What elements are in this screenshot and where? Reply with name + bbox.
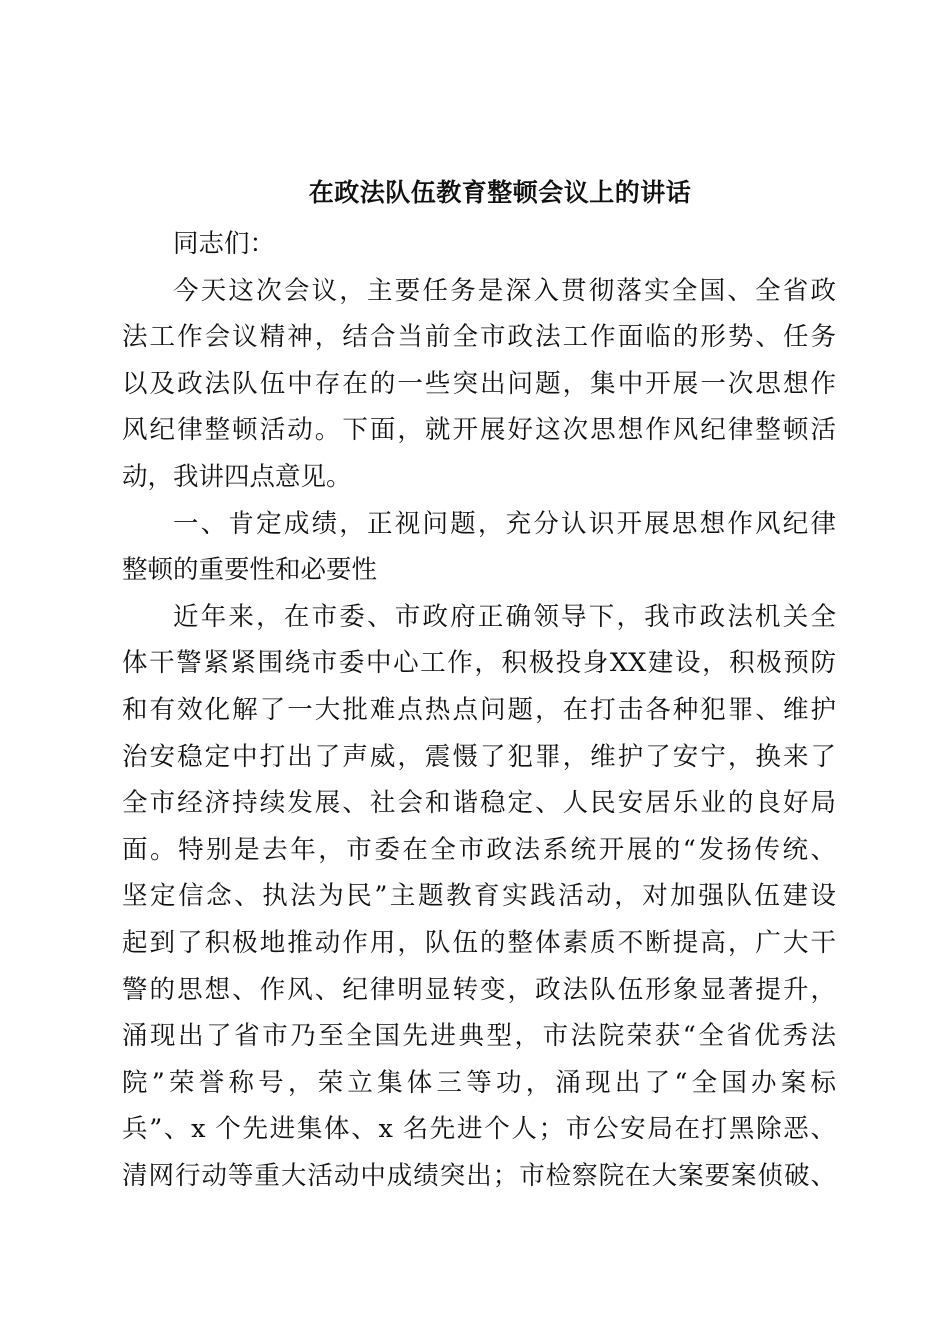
- paragraph-line: 院”荣誉称号，荣立集体三等功，涌现出了“全国办案标: [122, 1067, 836, 1098]
- paragraph-line: 近年来，在市委、市政府正确领导下，我市政法机关全: [173, 601, 836, 632]
- greeting: 同志们：: [173, 229, 276, 259]
- paragraph-line: 涌现出了省市乃至全国先进典型，市法院荣获“全省优秀法: [122, 1021, 836, 1052]
- paragraph-line: 面。特别是去年，市委在全市政法系统开展的“发扬传统、: [122, 834, 836, 865]
- paragraph-line: 以及政法队伍中存在的一些突出问题，集中开展一次思想作: [122, 368, 836, 399]
- paragraph-line: 坚定信念、执法为民”主题教育实践活动，对加强队伍建设: [122, 881, 836, 912]
- paragraph-line: 体干警紧紧围绕市委中心工作，积极投身XX建设，积极预防: [122, 648, 836, 679]
- heading-line: 一、肯定成绩，正视问题，充分认识开展思想作风纪律: [173, 508, 836, 539]
- paragraph-2: [122, 594, 836, 1200]
- paragraph-line: 风纪律整顿活动。下面，就开展好这次思想作风纪律整顿活: [122, 415, 836, 446]
- paragraph-line: 清网行动等重大活动中成绩突出；市检察院在大案要案侦破、: [122, 1160, 836, 1191]
- paragraph-line: 法工作会议精神，结合当前全市政法工作面临的形势、任务: [122, 322, 836, 353]
- section-heading-1: [122, 501, 836, 594]
- paragraph-line: 今天这次会议，主要任务是深入贯彻落实全国、全省政: [173, 275, 836, 306]
- document-body: [122, 221, 836, 1199]
- paragraph-line: 动，我讲四点意见。: [122, 461, 352, 492]
- document-title: 在政法队伍教育整顿会议上的讲话: [308, 178, 692, 207]
- paragraph-line: 警的思想、作风、纪律明显转变，政法队伍形象显著提升，: [122, 974, 836, 1005]
- paragraph-line: 和有效化解了一大批难点热点问题，在打击各种犯罪、维护: [122, 694, 836, 725]
- paragraph-line: 兵”、x 个先进集体、x 名先进个人；市公安局在打黑除恶、: [122, 1114, 836, 1145]
- paragraph-line: 全市经济持续发展、社会和谐稳定、人民安居乐业的良好局: [122, 788, 836, 819]
- paragraph-line: 起到了积极地推动作用，队伍的整体素质不断提高，广大干: [122, 927, 836, 958]
- paragraph-1: [122, 268, 836, 501]
- heading-line: 整顿的重要性和必要性: [122, 555, 378, 586]
- paragraph-line: 治安稳定中打出了声威，震慑了犯罪，维护了安宁，换来了: [122, 741, 836, 772]
